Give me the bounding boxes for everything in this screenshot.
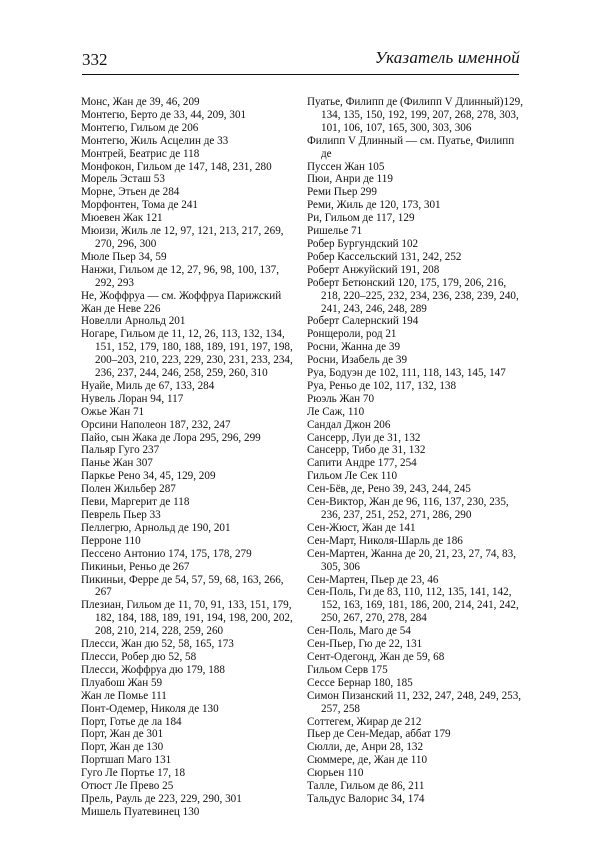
index-entry: Монфокон, Гильом де 147, 148, 231, 280 xyxy=(81,160,272,173)
index-entry: Сен-Поль, Маго де 54 xyxy=(307,625,411,638)
index-entry: Сен-Бёв, де, Рено 39, 243, 244, 245 xyxy=(307,483,471,496)
index-column-left xyxy=(81,96,300,819)
index-entry: Гильом Серв 175 xyxy=(307,663,388,676)
index-entry: Монтегю, Жиль Асцелин де 33 xyxy=(81,134,229,147)
index-entry: Пайо, сын Жака де Лора 295, 296, 299 xyxy=(81,431,261,444)
index-entry: Плесси, Жоффруа дю 179, 188 xyxy=(81,663,225,676)
index-entry: Роберт Бетюнский 120, 175, 179, 206, 216, 218, 220–225, 232, 234, 236, 238, 239, 240, 241, 243, 246, 248, 289 xyxy=(307,276,519,315)
index-entry: Сапити Андре 177, 254 xyxy=(307,457,417,470)
index-entry: Жан де Неве 226 xyxy=(81,302,161,315)
index-entry: Пуатье, Филипп де (Филипп V Длинный)129, 134, 135, 150, 192, 199, 207, 268, 278, 303, 101, 106, 107, 165, 300, 303, 306 xyxy=(307,96,524,134)
index-entry: Перроне 110 xyxy=(81,534,141,547)
index-entry: Порт, Жан де 301 xyxy=(81,728,164,741)
index-entry: Монтегю, Гильом де 206 xyxy=(81,121,199,134)
index-entry: Певи, Маргерит де 118 xyxy=(81,496,190,509)
index-entry: Портшап Маго 131 xyxy=(81,754,172,767)
index-entry: Новелли Арнольд 201 xyxy=(81,315,186,328)
index-entry: Роберт Салернский 194 xyxy=(307,315,419,328)
index-entry: Соттегем, Жирар де 212 xyxy=(307,715,422,728)
index-entry: Пуссен Жан 105 xyxy=(307,160,385,173)
index-entry: Ришелье 71 xyxy=(307,225,363,238)
index-entry: Робер Кассельский 131, 242, 252 xyxy=(307,250,462,263)
index-entry: Рюэль Жан 70 xyxy=(307,392,375,405)
index-entry: Сюммере, де, Жан де 110 xyxy=(307,754,428,767)
index-entry: Монс, Жан де 39, 46, 209 xyxy=(81,96,200,108)
index-entry: Сент-Одегонд, Жан де 59, 68 xyxy=(307,650,445,663)
index-entry: Не, Жоффруа — см. Жоффруа Парижский xyxy=(81,289,282,302)
index-entry: Симон Пизанский 11, 232, 247, 248, 249, 253, 257, 258 xyxy=(307,689,522,715)
index-entry: Сен-Жюст, Жан де 141 xyxy=(307,521,416,534)
index-entry: Филипп V Длинный — см. Пуатье, Филипп де xyxy=(307,134,515,160)
index-entry: Плуабош Жан 59 xyxy=(81,676,163,689)
index-entry: Порт, Готье де ла 184 xyxy=(81,715,182,728)
index-entry: Отюст Ле Прево 25 xyxy=(81,780,174,793)
index-entry: Порт, Жан де 130 xyxy=(81,741,164,754)
index-entry: Пеллегрю, Арнольд де 190, 201 xyxy=(81,521,231,534)
index-entry: Сессе Бернар 180, 185 xyxy=(307,676,413,689)
index-entry: Сандал Джон 206 xyxy=(307,418,391,431)
index-entry: Сансерр, Луи де 31, 132 xyxy=(307,431,421,444)
index-entry: Понт-Одемер, Николя де 130 xyxy=(81,702,219,715)
index-entry: Сен-Виктор, Жан де 96, 116, 137, 230, 235, 236, 237, 251, 252, 271, 286, 290 xyxy=(307,496,509,521)
index-entry: Морне, Этьен де 284 xyxy=(81,186,180,199)
running-title: Указатель именной xyxy=(374,48,520,67)
index-entry: Руа, Бодуэн де 102, 111, 118, 143, 145, 147 xyxy=(307,367,506,380)
index-entry: Плезиан, Гильом де 11, 70, 91, 133, 151, 179, 182, 184, 188, 189, 191, 194, 198, 200, 202, 208, 210, 214, 228, 259, 260 xyxy=(81,599,293,638)
index-entry: Нанжи, Гильом де 12, 27, 96, 98, 100, 137, 292, 293 xyxy=(81,263,280,289)
index-entry: Сансерр, Тибо де 31, 132 xyxy=(307,444,426,457)
index-column-right xyxy=(307,96,526,806)
index-entry: Орсини Наполеон 187, 232, 247 xyxy=(81,418,231,431)
index-entry: Роберт Анжуйский 191, 208 xyxy=(307,263,440,276)
index-entry: Панье Жан 307 xyxy=(81,457,153,470)
index-entry: Мюизи, Жиль ле 12, 97, 121, 213, 217, 269, 270, 296, 300 xyxy=(81,225,284,250)
index-entry: Пальяр Гуго 237 xyxy=(81,444,160,457)
index-entry: Сен-Мартен, Пьер де 23, 46 xyxy=(307,573,439,586)
index-entry: Пикиньи, Ферре де 54, 57, 59, 68, 163, 266, 267 xyxy=(81,573,284,599)
index-entry: Плесси, Жан дю 52, 58, 165, 173 xyxy=(81,638,234,651)
index-entry: Гуго Ле Портье 17, 18 xyxy=(81,767,186,780)
index-entry: Сен-Поль, Ги де 83, 110, 112, 135, 141, 142, 152, 163, 169, 181, 186, 200, 214, 241, 242, 250, 267, 270, 278, 284 xyxy=(307,586,519,625)
index-entry: Пюи, Анри де 119 xyxy=(307,173,393,186)
index-entry: Пьер де Сен-Медар, аббат 179 xyxy=(307,728,451,741)
index-entry: Морель Эсташ 53 xyxy=(81,173,165,186)
index-entry: Монтрей, Беатрис де 118 xyxy=(81,147,200,160)
index-entry: Нувель Лоран 94, 117 xyxy=(81,392,184,405)
index-entry: Сюрьен 110 xyxy=(307,767,364,780)
index-entry: Сен-Март, Николя-Шарль де 186 xyxy=(307,534,463,547)
index-entry: Прель, Рауль де 223, 229, 290, 301 xyxy=(81,792,242,805)
index-entry: Плесси, Робер дю 52, 58 xyxy=(81,650,197,663)
index-entry: Ронщероли, род 21 xyxy=(307,328,397,341)
page-number: 332 xyxy=(82,50,108,69)
index-entry: Жан ле Помье 111 xyxy=(81,689,167,702)
index-entry: Пессено Антонио 174, 175, 178, 279 xyxy=(81,547,252,560)
header-rule xyxy=(82,74,519,75)
index-entry: Гильом Ле Сек 110 xyxy=(307,470,398,483)
index-entry: Сен-Пьер, Гю де 22, 131 xyxy=(307,638,423,651)
index-entry: Ри, Гильом де 117, 129 xyxy=(307,212,415,225)
index-entry: Полен Жильбер 287 xyxy=(81,483,176,496)
index-entry: Реми, Жиль де 120, 173, 301 xyxy=(307,199,441,212)
index-entry: Паркье Рено 34, 45, 129, 209 xyxy=(81,470,216,483)
index-entry: Мюле Пьер 34, 59 xyxy=(81,250,167,263)
index-entry: Нуайе, Миль де 67, 133, 284 xyxy=(81,379,215,392)
index-entry: Росни, Жанна де 39 xyxy=(307,341,401,354)
index-entry: Монтегю, Берто де 33, 44, 209, 301 xyxy=(81,108,247,121)
index-entry: Пикиньи, Реньо де 267 xyxy=(81,560,190,573)
index-entry: Реми Пьер 299 xyxy=(307,186,377,199)
index-entry: Ле Саж, 110 xyxy=(307,405,365,418)
index-entry: Сюлли, де, Анри 28, 132 xyxy=(307,741,424,754)
index-entry: Ожье Жан 71 xyxy=(81,405,145,418)
index-entry: Талле, Гильом де 86, 211 xyxy=(307,780,425,793)
index-entry: Мюевен Жак 121 xyxy=(81,212,163,225)
index-entry: Росни, Изабель де 39 xyxy=(307,354,408,367)
index-entry: Мишель Пуатевинец 130 xyxy=(81,805,200,818)
index-entry: Морфонтен, Тома де 241 xyxy=(81,199,199,212)
index-entry: Робер Бургундский 102 xyxy=(307,237,419,250)
index-entry: Ногаре, Гильом де 11, 12, 26, 113, 132, 134, 151, 152, 179, 180, 188, 189, 191, 197, 198, 200–203, 210, 223, 229, 230, 231, 233, 234, 236, 237, 244, 246, 258, 259, 260, 310 xyxy=(81,328,293,380)
index-entry: Певрель Пьер 33 xyxy=(81,509,161,521)
index-entry: Руа, Реньо де 102, 117, 132, 138 xyxy=(307,379,457,392)
index-entry: Тальдус Валорис 34, 174 xyxy=(307,792,425,805)
index-entry: Сен-Мартен, Жанна де 20, 21, 23, 27, 74, 83, 305, 306 xyxy=(307,547,516,573)
